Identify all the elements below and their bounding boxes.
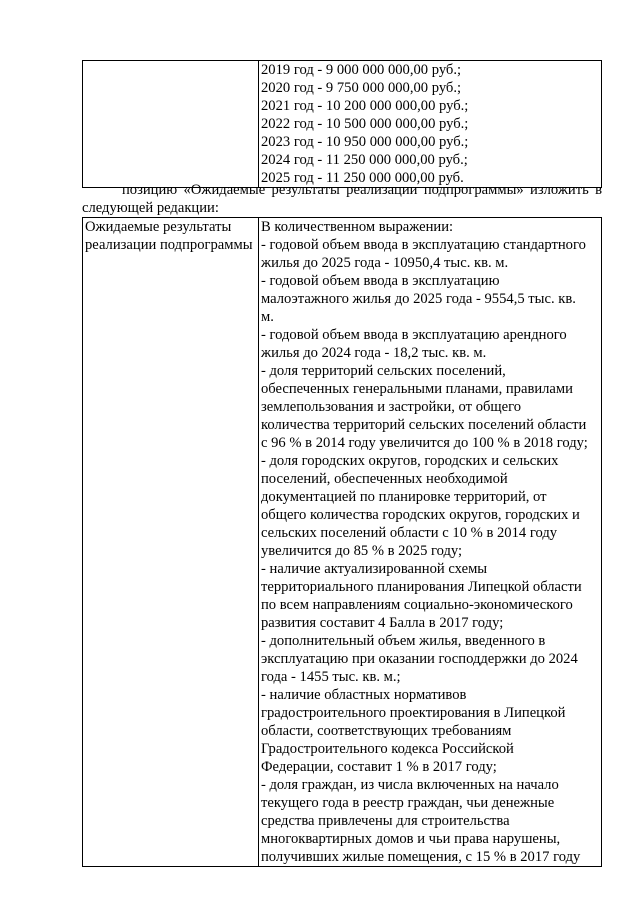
results-label-cell	[83, 218, 259, 867]
result-line: количества территорий сельских поселений области	[261, 417, 587, 433]
label-line: Ожидаемые результаты	[85, 219, 232, 235]
result-line: увеличится до 85 % в 2025 году;	[261, 543, 463, 559]
result-line: развития составит 4 Балла в 2017 году;	[261, 615, 504, 631]
result-line: - дополнительный объем жилья, введенного в	[261, 633, 546, 649]
result-line: жилья до 2024 года - 18,2 тыс. кв. м.	[261, 345, 487, 361]
result-line: по всем направлениям социально-экономического	[261, 597, 573, 613]
results-table	[82, 217, 602, 867]
result-line: В количественном выражении:	[261, 219, 454, 235]
result-line: градостроительного проектирования в Липецкой	[261, 705, 566, 721]
result-line: получивших жилые помещения, с 15 % в 2017 году	[261, 849, 581, 865]
result-line: жилья до 2025 года - 10950,4 тыс. кв. м.	[261, 255, 509, 271]
result-line: Градостроительного кодекса Российской	[261, 741, 514, 757]
result-line: - доля территорий сельских поселений,	[261, 363, 506, 379]
result-line: землепользования и застройки, от общего	[261, 399, 522, 415]
funding-line: 2024 год - 11 250 000 000,00 руб.;	[261, 152, 468, 168]
result-line: обеспеченных генеральными планами, правилами	[261, 381, 573, 397]
result-line: с 96 % в 2014 году увеличится до 100 % в 2018 году;	[261, 435, 588, 451]
funding-line: 2019 год - 9 000 000 000,00 руб.;	[261, 62, 462, 78]
instruction-paragraph	[82, 181, 602, 217]
table-row	[83, 218, 602, 867]
result-line: - наличие областных нормативов	[261, 687, 467, 703]
result-line: - доля городских округов, городских и сельских	[261, 453, 559, 469]
result-line: - доля граждан, из числа включенных на начало	[261, 777, 559, 793]
funding-line: 2023 год - 10 950 000 000,00 руб.;	[261, 134, 469, 150]
result-line: поселений, обеспеченных необходимой	[261, 471, 508, 487]
label-line: реализации подпрограммы	[85, 237, 253, 253]
funding-values-cell	[259, 61, 602, 188]
result-line: - наличие актуализированной схемы	[261, 561, 488, 577]
result-line: - годовой объем ввода в эксплуатацию	[261, 273, 500, 289]
result-line: сельских поселений области с 10 % в 2014 году	[261, 525, 558, 541]
result-line: Федерации, составит 1 % в 2017 году;	[261, 759, 497, 775]
result-line: м.	[261, 309, 274, 325]
instruction-line: позицию «Ожидаемые результаты реализации подпрограммы» изложить в	[122, 182, 602, 198]
funding-line: 2021 год - 10 200 000 000,00 руб.;	[261, 98, 469, 114]
funding-label-cell	[83, 61, 259, 188]
instruction-line: следующей редакции:	[82, 200, 219, 216]
results-values-cell	[259, 218, 602, 867]
result-line: области, соответствующих требованиям	[261, 723, 512, 739]
result-line: - годовой объем ввода в эксплуатацию арендного	[261, 327, 567, 343]
funding-table	[82, 60, 602, 188]
result-line: малоэтажного жилья до 2025 года - 9554,5 тыс. кв.	[261, 291, 576, 307]
funding-line: 2022 год - 10 500 000 000,00 руб.;	[261, 116, 469, 132]
result-line: года - 1455 тыс. кв. м.;	[261, 669, 401, 685]
result-line: эксплуатацию при оказании господдержки до 2024	[261, 651, 578, 667]
result-line: текущего года в реестр граждан, чьи денежные	[261, 795, 555, 811]
result-line: территориального планирования Липецкой области	[261, 579, 582, 595]
result-line: многоквартирных домов и чьи права нарушены,	[261, 831, 561, 847]
table-row	[83, 61, 602, 188]
result-line: средства привлечены для строительства	[261, 813, 510, 829]
result-line: документацией по планировке территорий, от	[261, 489, 547, 505]
result-line: - годовой объем ввода в эксплуатацию стандартного	[261, 237, 586, 253]
funding-line: 2025 год - 11 250 000 000,00 руб.	[261, 170, 464, 186]
result-line: общего количества городских округов, городских и	[261, 507, 580, 523]
funding-line: 2020 год - 9 750 000 000,00 руб.;	[261, 80, 462, 96]
